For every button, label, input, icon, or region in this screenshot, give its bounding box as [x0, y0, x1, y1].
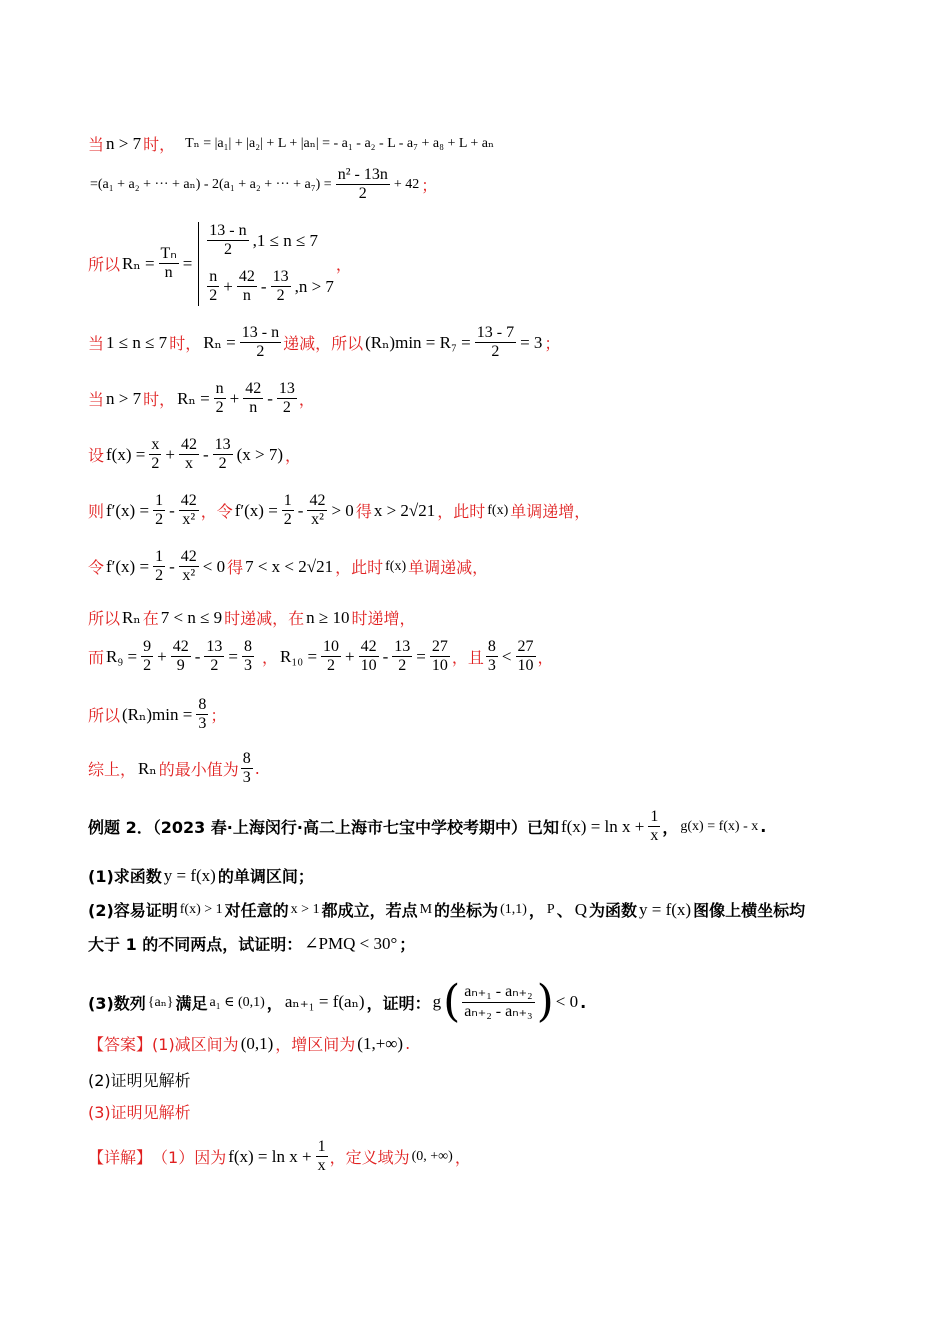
answer-3: (3)证明见解析 — [88, 1103, 191, 1122]
fraction: $\frac{n}{2}$ — [209, 267, 218, 305]
solution-line-12: 综上， Rₙ 的最小值为 $\frac{8}{3}$ . — [88, 750, 260, 787]
text: 当 — [88, 135, 105, 154]
fraction: $\frac{\text{Tₙ}}{n}$ — [160, 244, 177, 282]
text: ， — [335, 255, 352, 275]
text: 所以 — [88, 255, 121, 275]
example-heading: 例题 2．（2023 春·上海闵行·高二上海市七宝中学校考期中）已知 — [88, 818, 559, 838]
text: 时， — [143, 135, 176, 154]
math: ,n > 7 — [294, 276, 334, 296]
question-2-line-1: (2)容易证明 f(x) > 1 对任意的 x > 1 都成立，若点 M 的坐标为 (1,1) ， P 、 Q 为函数 y = f(x) 图像上横坐标均 — [88, 899, 806, 920]
question-1: (1)求函数 y = f(x) 的单调区间； — [88, 865, 314, 886]
text: ； — [421, 176, 438, 196]
solution-line-7: 则 f′(x) = $\frac{1}{2}$ - $\frac{42}{\text{x²}}$ ，令 f′(x) = $\frac{1}{2}$ - $\frac{42}{\text{x²}}$ > 0 得 x > 2√21 ，此时 f(x) 单调递增， — [88, 492, 591, 529]
fraction: $\frac{13}{2}$ — [272, 267, 289, 305]
math: ,1 ≤ n ≤ 7 — [252, 230, 319, 250]
fraction: $\frac{13 - 7}{2}$ — [476, 324, 515, 361]
fraction: $\frac{\text{n² - 13n}}{2}$ — [337, 166, 388, 203]
solution-line-1 — [88, 132, 890, 155]
solution-line-6: 设 f(x) = $\frac{x}{2}$ + $\frac{42}{x}$ - $\frac{13}{2}$ (x > 7) ， — [88, 436, 302, 473]
math: =(a₁ + a₂ + ··· + aₙ) - 2(a₁ + a₂ + ··· + a₇) = — [90, 177, 332, 193]
answer-line: 【答案】 (1)减区间为 (0,1) ，增区间为 (1,+∞) . — [88, 1033, 411, 1054]
answer-2: (2)证明见解析 — [88, 1071, 191, 1090]
solution-line-3 — [88, 222, 890, 306]
solution-line-11: 所以 (Rₙ)min = $\frac{8}{3}$ ； — [88, 696, 227, 733]
example-title: 例题 2．（2023 春·上海闵行·高二上海市七宝中学校考期中）已知 f(x) = ln x + $\frac{1}{x}$ ， g(x) = f(x) - x . — [88, 808, 767, 845]
fraction: $\frac{13 - n}{2}$ — [241, 324, 280, 361]
solution-line-2 — [88, 166, 890, 204]
detail-tag: 【详解】 — [88, 1148, 153, 1168]
math: Tₙ = |a₁| + |a₂| + L + |aₙ| = - a₁ - a₂ - L - a₇ + a₈ + L + aₙ — [185, 136, 495, 151]
answer-tag: 【答案】 — [88, 1035, 153, 1054]
solution-line-10: 而 R₉ = $\frac{9}{2}$ + $\frac{42}{9}$ - $\frac{13}{2}$ = $\frac{8}{3}$ ， R₁₀ = $\frac{10}{2}$ + $\frac{42}{10}$ - $\frac{13}{2}$ = $\frac{27}{10}$ ，且 $\frac{8}{3}$ < $\frac{27}{10}$ ， — [88, 638, 554, 675]
solution-line-8: 令 f′(x) = $\frac{1}{2}$ - $\frac{42}{\text{x²}}$ < 0 得 7 < x < 2√21 ，此时 f(x) 单调递减， — [88, 548, 489, 585]
fraction: $\frac{13 - n}{2}$ — [209, 222, 247, 259]
math: n > 7 — [106, 133, 142, 153]
solution-line-4: 当 1 ≤ n ≤ 7 时， Rₙ = $\frac{13 - n}{2}$ 递减，所以 (Rₙ)min = R₇ = $\frac{13 - 7}{2}$ = 3 ； — [88, 324, 561, 361]
solution-line-9: 所以 Rₙ 在 7 < n ≤ 9 时递减，在 n ≥ 10 时递增， — [88, 607, 416, 628]
detail-line: 【详解】 （1）因为 f(x) = ln x + $\frac{1}{x}$ ，定义域为 (0, +∞) ， — [88, 1138, 471, 1175]
piecewise: $\frac{13 - n}{2}$ ,1 ≤ n ≤ 7 $\frac{n}{2}$ + $\frac{42}{n}$ - $\frac{13}{2}$ ,n > 7 — [198, 222, 336, 306]
question-2-line-2: 大于 1 的不同两点，试证明： ∠PMQ < 30° ； — [88, 933, 416, 954]
solution-line-5: 当 n > 7 时， Rₙ = $\frac{n}{2}$ + $\frac{42}{n}$ - $\frac{13}{2}$ ， — [88, 380, 315, 417]
math: = — [182, 253, 193, 273]
fraction: $\frac{42}{n}$ — [238, 267, 255, 305]
math: + 42 — [393, 176, 420, 192]
question-3: (3)数列 {aₙ} 满足 a₁ ∈ (0,1) ， aₙ₊₁ = f(aₙ) ，证明： g ( $\frac{\text{aₙ₊₁ - aₙ₊₂}}{\text{aₙ₊₂ - aₙ₊₃}}$ ) < 0 . — [88, 976, 587, 1027]
math: Rₙ = — [122, 253, 155, 273]
